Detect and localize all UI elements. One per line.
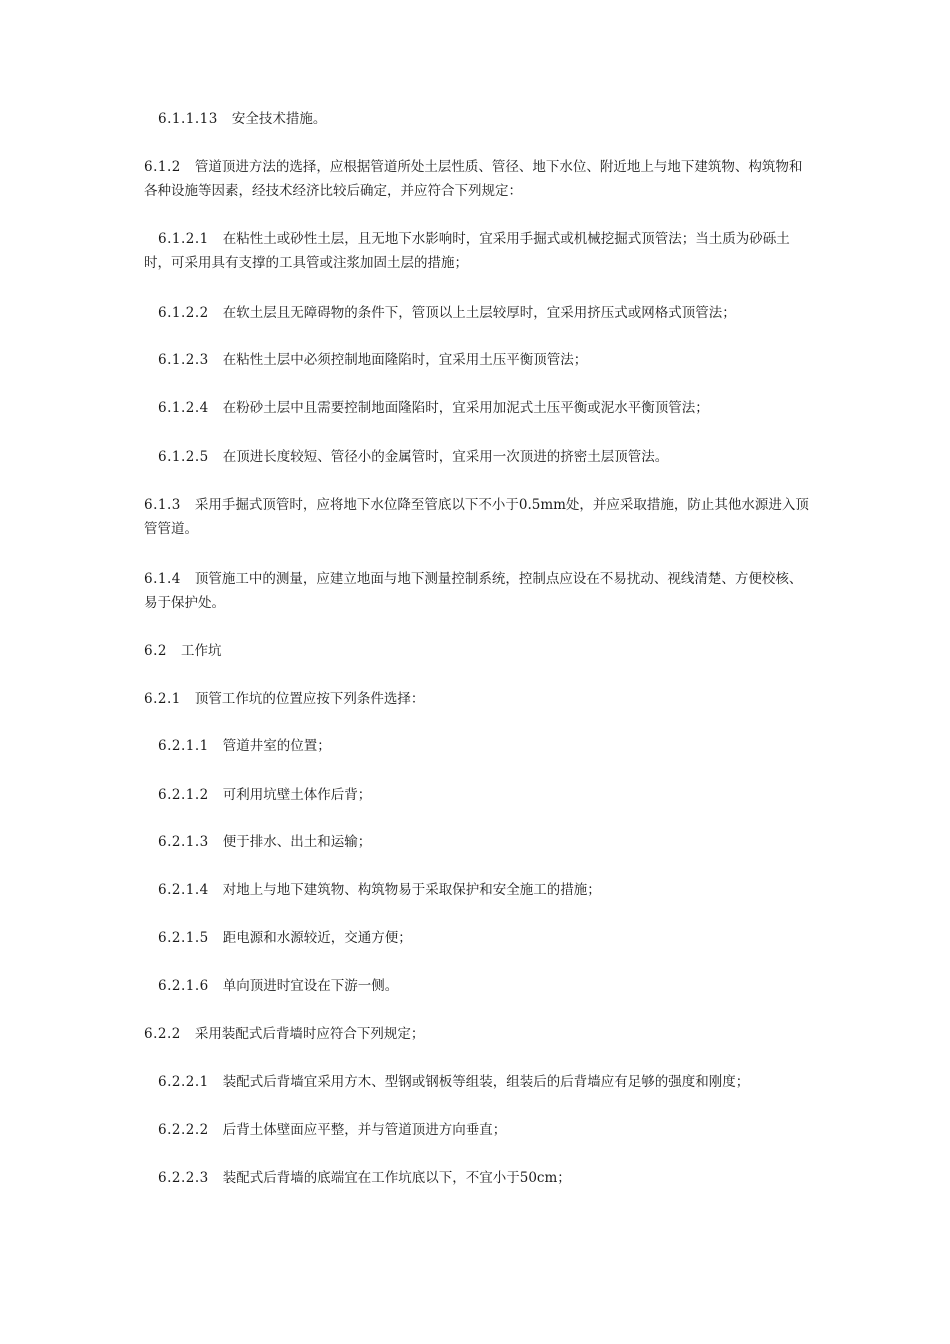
clause-number: 6.2 bbox=[144, 643, 167, 659]
clause-text: 单向顶进时宜设在下游一侧。 bbox=[222, 978, 399, 994]
clause-6-2-1-3 bbox=[144, 831, 812, 855]
clause-text: 后背土体壁面应平整，并与管道顶进方向垂直； bbox=[222, 1122, 507, 1138]
clause-number: 6.2.1.5 bbox=[158, 930, 209, 946]
clause-text: 便于排水、出土和运输； bbox=[222, 834, 372, 850]
clause-text: 对地上与地下建筑物、构筑物易于采取保护和安全施工的措施； bbox=[222, 882, 601, 898]
clause-6-2-2-2 bbox=[144, 1119, 812, 1143]
clause-number: 6.2.1.1 bbox=[158, 738, 209, 754]
clause-6-2-1-2 bbox=[144, 784, 812, 808]
clause-number: 6.1.2.3 bbox=[158, 352, 209, 368]
clause-6-1-2-2 bbox=[144, 302, 812, 326]
clause-6-1-2 bbox=[144, 156, 812, 203]
section-heading-6-2 bbox=[144, 640, 812, 664]
clause-text: 安全技术措施。 bbox=[231, 111, 327, 127]
clause-6-1-1-13 bbox=[144, 108, 812, 132]
clause-number: 6.1.2.1 bbox=[158, 231, 209, 247]
clause-number: 6.2.1.6 bbox=[158, 978, 209, 994]
clause-6-2-1-6 bbox=[144, 975, 812, 999]
clause-number: 6.1.2.4 bbox=[158, 400, 209, 416]
clause-text: 装配式后背墙的底端宜在工作坑底以下，不宜小于50cm； bbox=[222, 1170, 571, 1186]
clause-6-1-2-4 bbox=[144, 397, 812, 421]
clause-text: 距电源和水源较近，交通方便； bbox=[222, 930, 412, 946]
clause-number: 6.1.1.13 bbox=[158, 111, 218, 127]
clause-6-2-2-1 bbox=[144, 1071, 812, 1095]
clause-number: 6.1.2 bbox=[144, 159, 181, 175]
clause-text: 装配式后背墙宜采用方木、型钢或钢板等组装，组装后的后背墙应有足够的强度和刚度； bbox=[222, 1074, 750, 1090]
clause-text: 可利用坑壁土体作后背； bbox=[222, 787, 372, 803]
clause-6-1-3 bbox=[144, 494, 812, 541]
clause-number: 6.2.1 bbox=[144, 691, 181, 707]
clause-number: 6.2.1.3 bbox=[158, 834, 209, 850]
clause-6-1-4 bbox=[144, 568, 812, 615]
clause-6-2-1-1 bbox=[144, 735, 812, 759]
clause-6-2-1-4 bbox=[144, 879, 812, 903]
clause-6-1-2-5 bbox=[144, 446, 812, 470]
clause-text: 管道顶进方法的选择，应根据管道所处土层性质、管径、地下水位、附近地上与地下建筑物、构筑物和各种设施等因素，经技术经济比较后确定，并应符合下列规定： bbox=[144, 159, 803, 199]
clause-number: 6.1.3 bbox=[144, 497, 181, 513]
clause-6-2-1 bbox=[144, 688, 812, 712]
clause-number: 6.1.2.2 bbox=[158, 305, 209, 321]
clause-number: 6.2.2 bbox=[144, 1026, 181, 1042]
clause-text: 在软土层且无障碍物的条件下，管顶以上土层较厚时，宜采用挤压式或网格式顶管法； bbox=[222, 305, 736, 321]
clause-text: 管道井室的位置； bbox=[222, 738, 331, 754]
clause-6-2-1-5 bbox=[144, 927, 812, 951]
clause-text: 在粘性土或砂性土层，且无地下水影响时，宜采用手掘式或机械挖掘式顶管法；当土质为砂砾土时，可采用具有支撑的工具管或注浆加固土层的措施； bbox=[144, 231, 790, 271]
clause-number: 6.1.2.5 bbox=[158, 449, 209, 465]
clause-6-2-2-3 bbox=[144, 1167, 812, 1191]
clause-6-1-2-1 bbox=[144, 228, 812, 275]
clause-number: 6.2.1.4 bbox=[158, 882, 209, 898]
clause-text: 在粘性土层中必须控制地面隆陷时，宜采用土压平衡顶管法； bbox=[222, 352, 588, 368]
clause-text: 在顶进长度较短、管径小的金属管时，宜采用一次顶进的挤密土层顶管法。 bbox=[222, 449, 669, 465]
clause-text: 顶管施工中的测量，应建立地面与地下测量控制系统，控制点应设在不易扰动、视线清楚、方便校核、易于保护处。 bbox=[144, 571, 803, 611]
clause-text: 在粉砂土层中且需要控制地面隆陷时，宜采用加泥式土压平衡或泥水平衡顶管法； bbox=[222, 400, 709, 416]
clause-number: 6.2.2.1 bbox=[158, 1074, 209, 1090]
clause-6-1-2-3 bbox=[144, 349, 812, 373]
clause-text: 工作坑 bbox=[180, 643, 222, 659]
clause-number: 6.2.2.2 bbox=[158, 1122, 209, 1138]
clause-text: 采用装配式后背墙时应符合下列规定； bbox=[194, 1026, 425, 1042]
clause-6-2-2 bbox=[144, 1023, 812, 1047]
clause-text: 顶管工作坑的位置应按下列条件选择： bbox=[194, 691, 425, 707]
clause-text: 采用手掘式顶管时，应将地下水位降至管底以下不小于0.5mm处，并应采取措施，防止其他水源进入顶管管道。 bbox=[144, 497, 809, 537]
clause-number: 6.1.4 bbox=[144, 571, 181, 587]
clause-number: 6.2.2.3 bbox=[158, 1170, 209, 1186]
clause-number: 6.2.1.2 bbox=[158, 787, 209, 803]
